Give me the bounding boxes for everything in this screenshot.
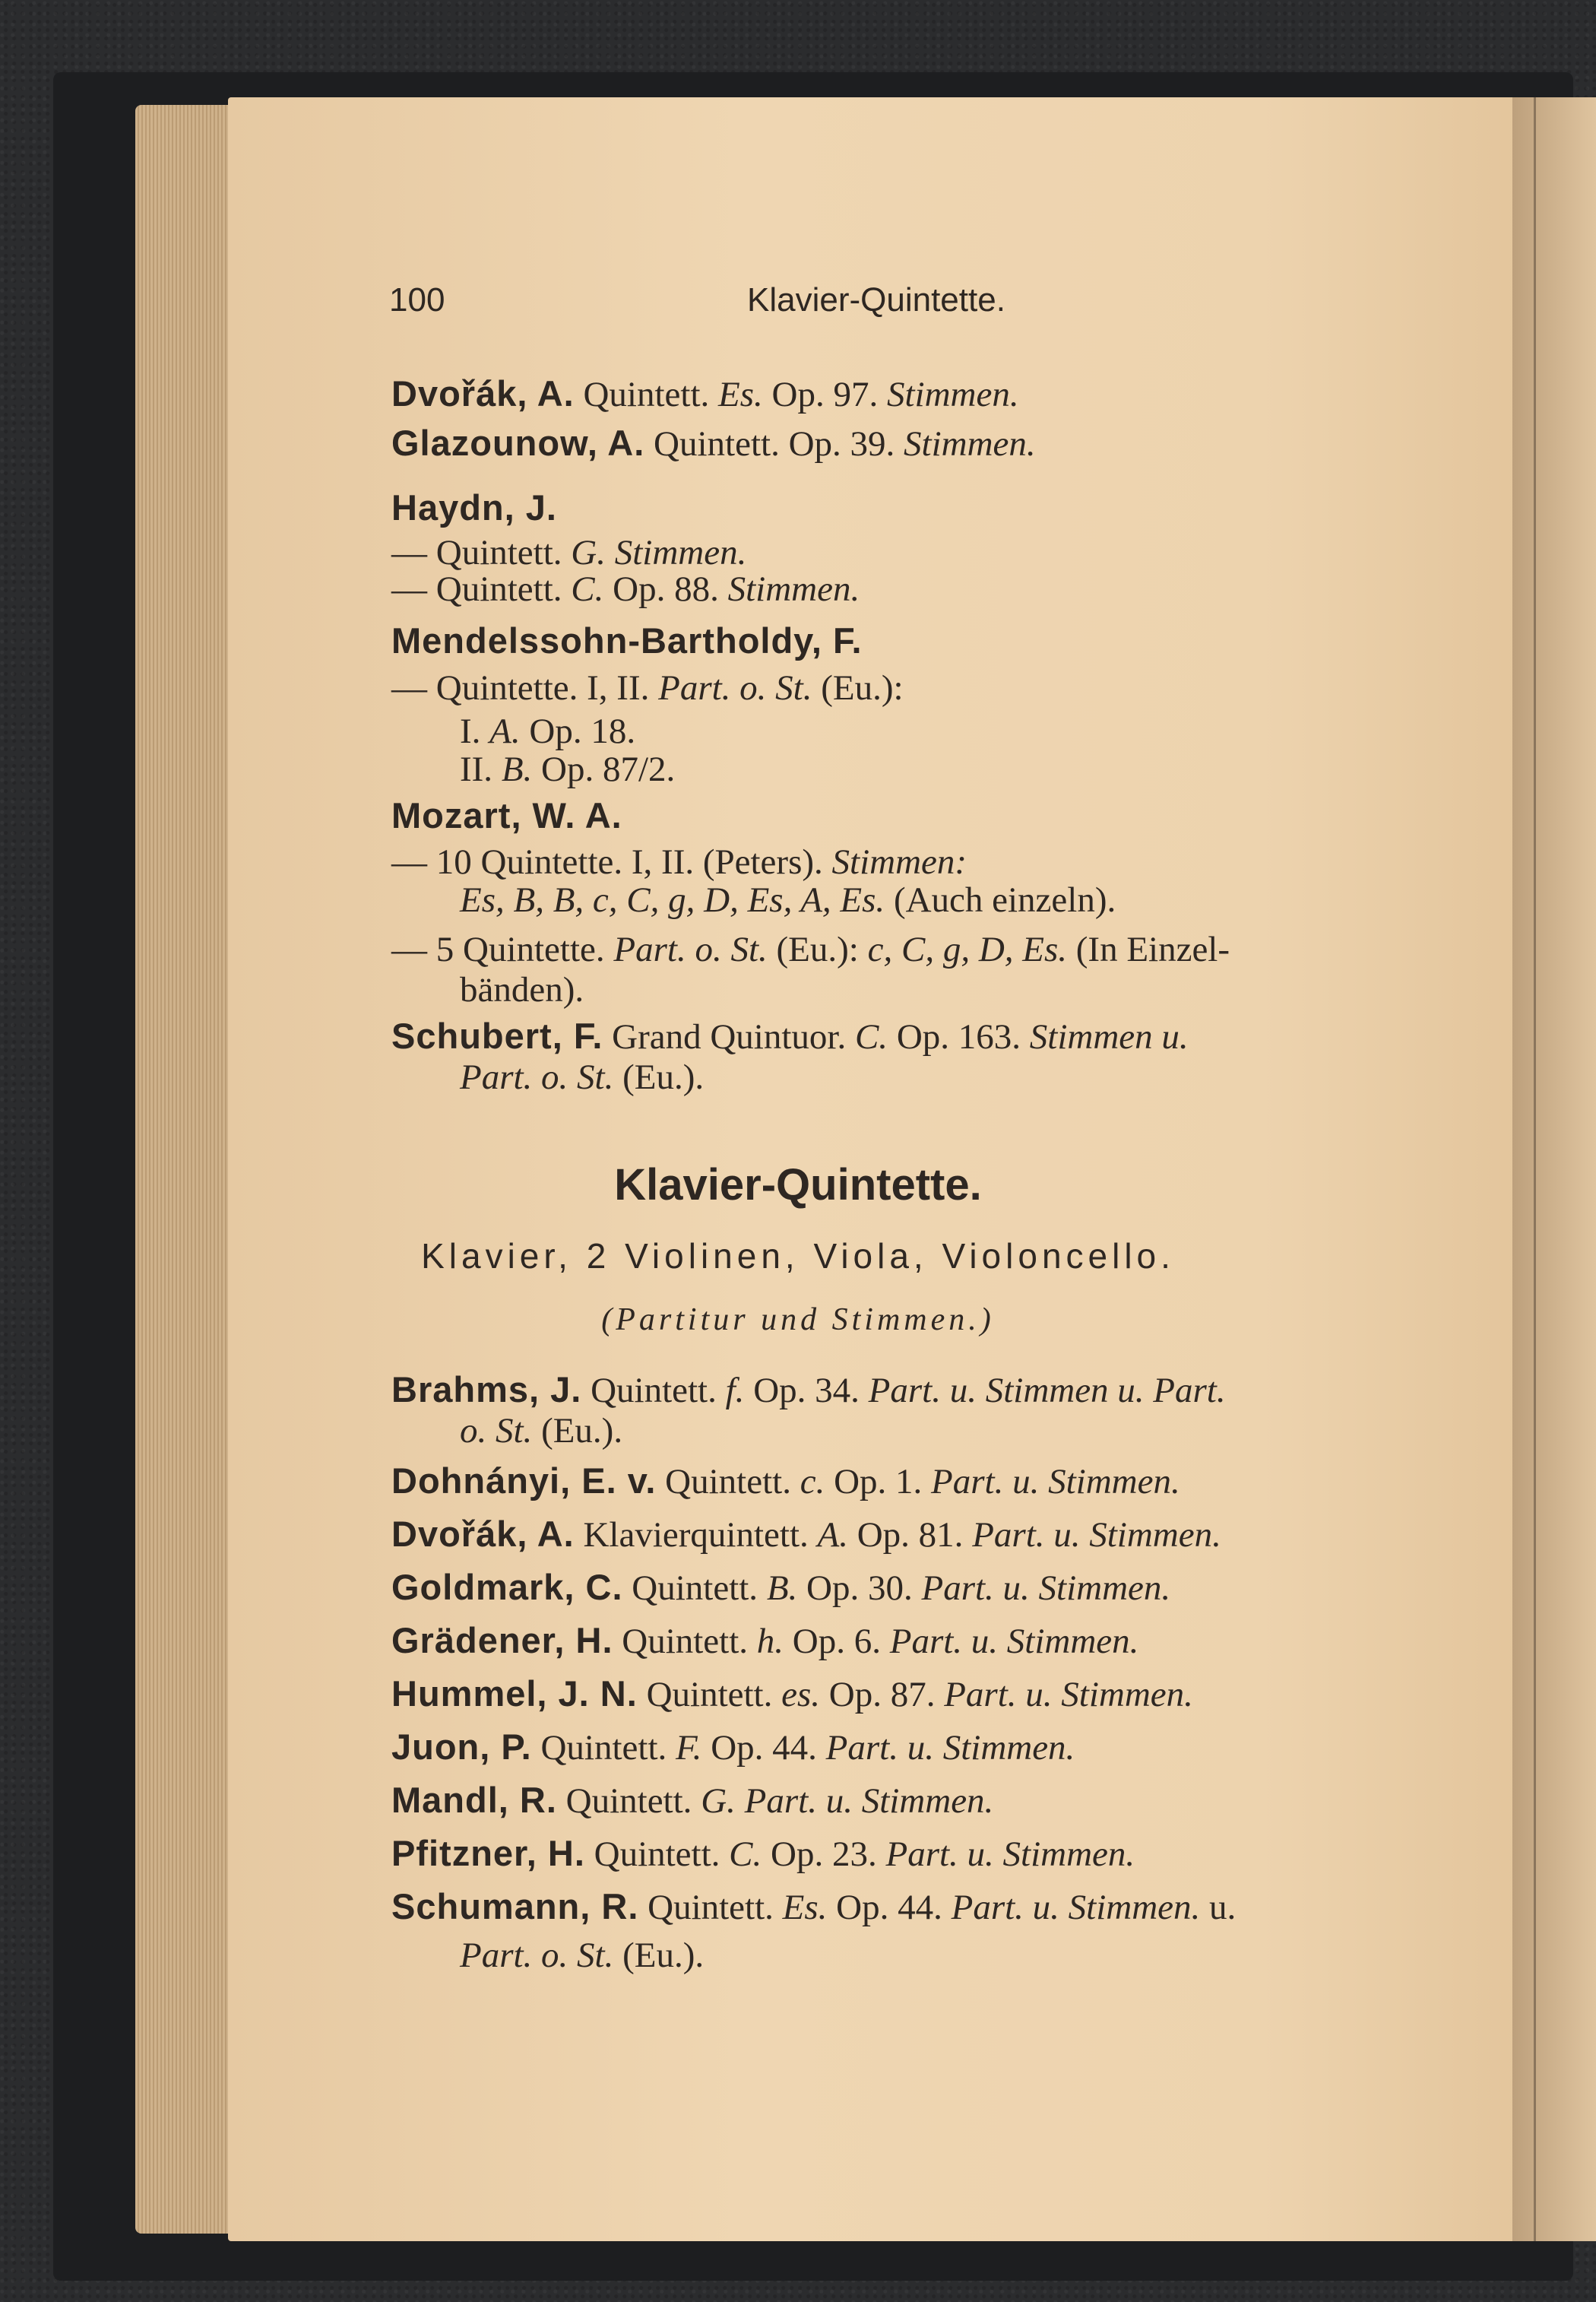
entry-line: Haydn, J.	[391, 487, 557, 528]
section-title: Klavier-Quintette.	[614, 1160, 982, 1210]
section-note: (Partitur und Stimmen.)	[601, 1302, 995, 1337]
section-subtitle: Klavier, 2 Violinen, Viola, Violoncello.	[421, 1236, 1175, 1276]
entry-line: Dohnányi, E. v. Quintett. c. Op. 1. Part. u. Stimmen.	[391, 1460, 1180, 1501]
entry-line: Juon, P. Quintett. F. Op. 44. Part. u. Stimmen.	[391, 1726, 1075, 1768]
entry-line: I. A. Op. 18.	[460, 712, 636, 751]
entry-line: Mendelssohn-Bartholdy, F.	[391, 620, 863, 661]
entry-line: Dvořák, A. Klavierquintett. A. Op. 81. Part. u. Stimmen.	[391, 1514, 1221, 1555]
entry-line: Mozart, W. A.	[391, 795, 622, 836]
entry-line: bänden).	[460, 970, 584, 1010]
entry-line: o. St. (Eu.).	[460, 1411, 623, 1451]
entry-line: Pfitzner, H. Quintett. C. Op. 23. Part. u. Stimmen.	[391, 1833, 1135, 1874]
entry-line: Glazounow, A. Quintett. Op. 39. Stimmen.	[391, 423, 1036, 464]
entry-line: Schubert, F. Grand Quintuor. C. Op. 163. Stimmen u.	[391, 1016, 1189, 1057]
entry-line: — Quintett. C. Op. 88. Stimmen.	[391, 569, 860, 609]
page-number: 100	[389, 281, 445, 319]
entry-line: Part. o. St. (Eu.).	[460, 1936, 705, 1975]
entry-line: — 10 Quintette. I, II. (Peters). Stimmen:	[391, 842, 967, 882]
entry-line: Goldmark, C. Quintett. B. Op. 30. Part. u. Stimmen.	[391, 1567, 1171, 1608]
entry-line: — Quintett. G. Stimmen.	[391, 533, 747, 572]
entry-line: — Quintette. I, II. Part. o. St. (Eu.):	[391, 668, 904, 708]
entry-line: Dvořák, A. Quintett. Es. Op. 97. Stimmen.	[391, 373, 1019, 414]
entry-line: — 5 Quintette. Part. o. St. (Eu.): c, C, g, D, Es. (In Einzel-	[391, 930, 1230, 969]
entry-line: Schumann, R. Quintett. Es. Op. 44. Part. u. Stimmen. u.	[391, 1886, 1237, 1927]
entry-line: Es, B, B, c, C, g, D, Es, A, Es. (Auch einzeln).	[460, 880, 1116, 920]
entry-line: Part. o. St. (Eu.).	[460, 1057, 705, 1097]
entry-line: Mandl, R. Quintett. G. Part. u. Stimmen.	[391, 1780, 994, 1821]
entry-line: II. B. Op. 87/2.	[460, 750, 676, 789]
entry-line: Hummel, J. N. Quintett. es. Op. 87. Part. u. Stimmen.	[391, 1673, 1193, 1714]
entry-line: Grädener, H. Quintett. h. Op. 6. Part. u. Stimmen.	[391, 1620, 1139, 1661]
running-title: Klavier-Quintette.	[747, 281, 1005, 319]
entry-line: Brahms, J. Quintett. f. Op. 34. Part. u. Stimmen u. Part.	[391, 1369, 1226, 1410]
